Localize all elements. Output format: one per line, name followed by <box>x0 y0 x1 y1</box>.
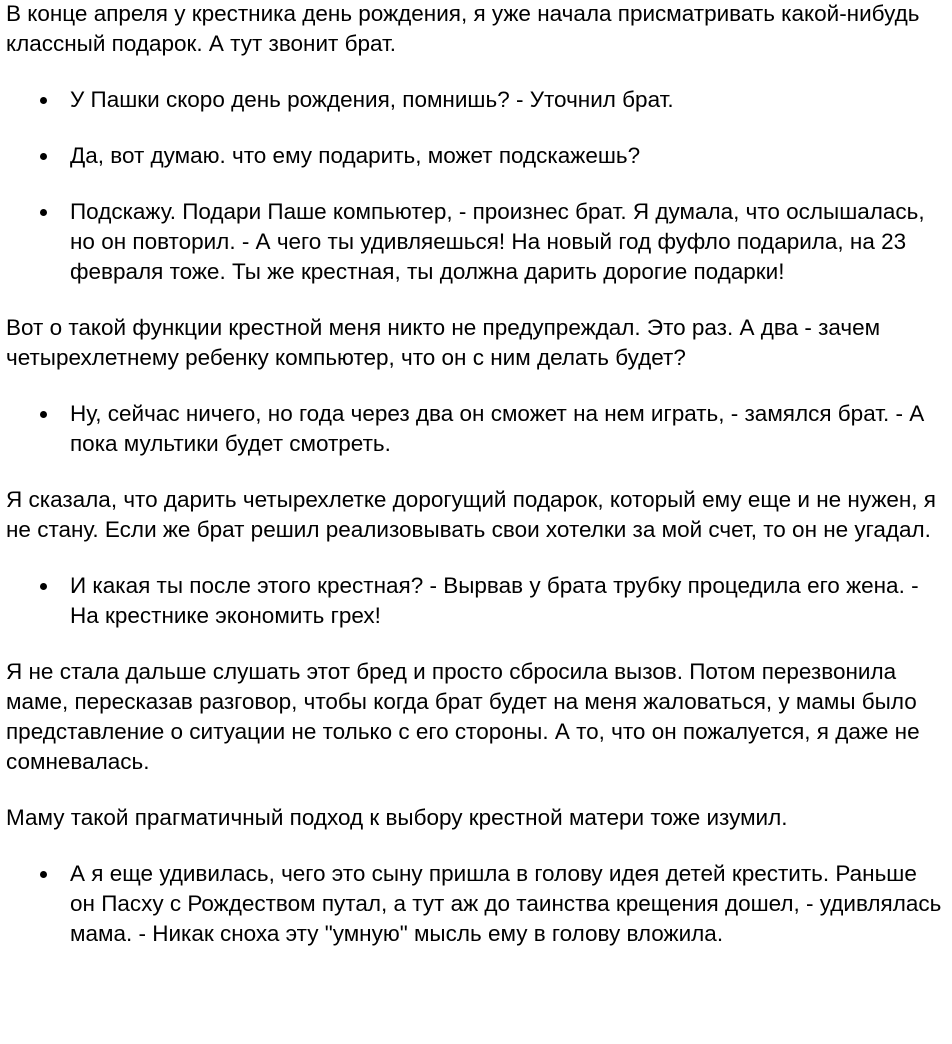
dialogue-text: У Пашки скоро день рождения, помнишь? - Уточнил брат. <box>70 87 674 112</box>
bullet-icon <box>40 411 47 418</box>
dialogue-list <box>6 859 946 949</box>
dialogue-item <box>70 399 946 459</box>
bullet-icon <box>40 583 47 590</box>
dialogue-list <box>6 85 946 287</box>
paragraph: Я сказала, что дарить четырехлетке дорогущий подарок, который ему еще и не нужен, я не стану. Если же брат решил реализовывать свои хотелки за мой счет, то он не угадал. <box>6 487 936 542</box>
dialogue-item <box>70 85 946 115</box>
dialogue-text: И какая ты после этого крестная? - Вырвав у брата трубку процедила его жена. - На крестнике экономить грех! <box>70 573 919 628</box>
dialogue-list <box>6 571 946 631</box>
bullet-icon <box>40 209 47 216</box>
paragraph: В конце апреля у крестника день рождения, я уже начала присматривать какой-нибудь классный подарок. А тут звонит брат. <box>6 1 920 56</box>
paragraph: Вот о такой функции крестной меня никто не предупреждал. Это раз. А два - зачем четырехлетнему ребенку компьютер, что он с ним делать будет? <box>6 315 881 370</box>
dialogue-item <box>70 571 946 631</box>
dialogue-text: Ну, сейчас ничего, но года через два он сможет на нем играть, - замялся брат. - А пока мультики будет смотреть. <box>70 401 925 456</box>
dialogue-item <box>70 141 946 171</box>
dialogue-item <box>70 859 946 949</box>
bullet-icon <box>40 871 47 878</box>
paragraph: Маму такой прагматичный подход к выбору крестной матери тоже изумил. <box>6 805 788 830</box>
bullet-icon <box>40 97 47 104</box>
dialogue-text: А я еще удивилась, чего это сыну пришла в голову идея детей крестить. Раньше он Пасху с Рождеством путал, а тут аж до таинства крещения дошел, - удивлялась мама. - Никак сноха эту "умную" мысль ему в голову вложила. <box>70 861 942 946</box>
dialogue-list <box>6 399 946 459</box>
dialogue-item <box>70 197 946 287</box>
dialogue-text: Да, вот думаю. что ему подарить, может подскажешь? <box>70 143 641 168</box>
paragraph: Я не стала дальше слушать этот бред и просто сбросила вызов. Потом перезвонила маме, пересказав разговор, чтобы когда брат будет на меня жаловаться, у мамы было представление о ситуации не только с его стороны. А то, что он пожалуется, я даже не сомневалась. <box>6 659 920 774</box>
bullet-icon <box>40 153 47 160</box>
dialogue-text: Подскажу. Подари Паше компьютер, - произнес брат. Я думала, что ослышалась, но он повторил. - А чего ты удивляешься! На новый год фуфло подарила, на 23 февраля тоже. Ты же крестная, ты должна дарить дорогие подарки! <box>70 199 925 284</box>
